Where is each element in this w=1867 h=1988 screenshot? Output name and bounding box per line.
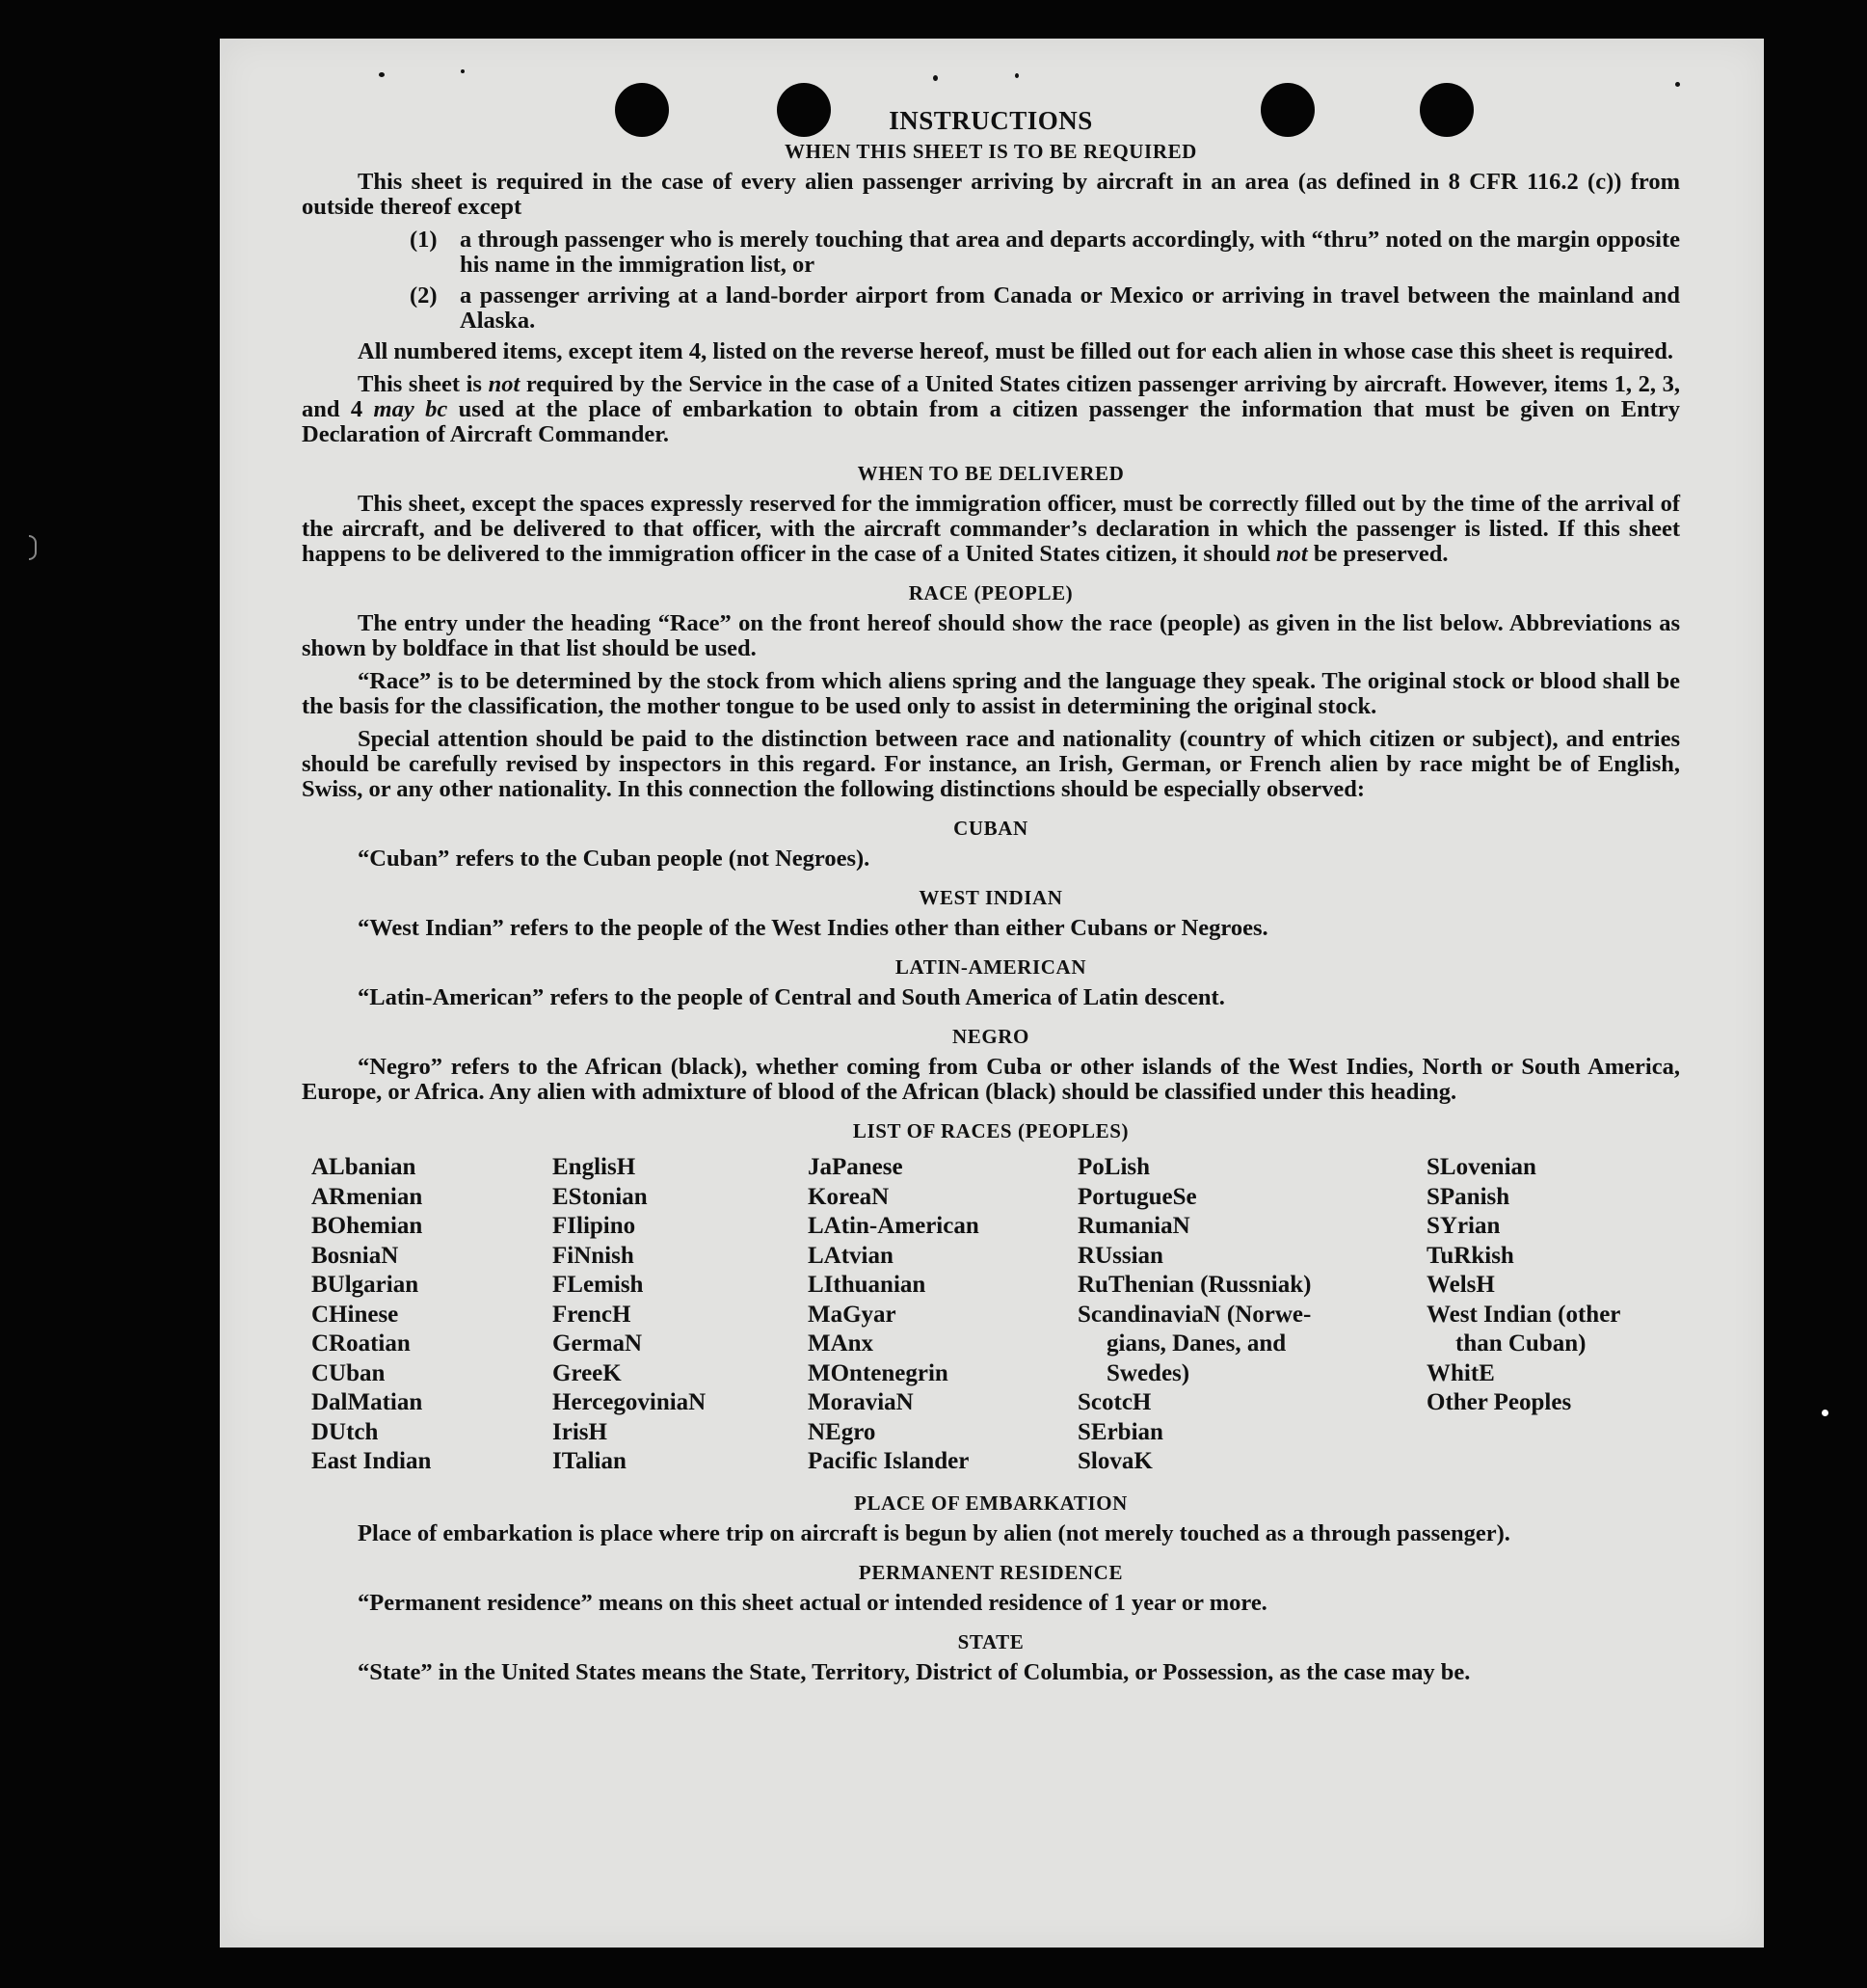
paragraph: The entry under the heading “Race” on the front hereof should show the race (people) as given in the list below. Abbreviations as shown by boldface in that list should be used.	[302, 610, 1680, 661]
paragraph: “Permanent residence” means on this sheet actual or intended residence of 1 year or more.	[358, 1589, 1267, 1616]
item-text: a passenger arriving at a land-border airport from Canada or Mexico or arriving in travel between the mainland and Alaska.	[460, 282, 1680, 334]
paragraph: “Race” is to be determined by the stock from which aliens spring and the language they speak. The original stock or blood shall be the basis for the classification, the mother tongue to be used only to assist in determining the original stock.	[302, 668, 1680, 719]
race-entry: than Cuban)	[1455, 1330, 1587, 1357]
race-entry: DUtch	[311, 1418, 379, 1445]
race-entry: DalMatian	[311, 1389, 423, 1415]
section-heading: CUBAN	[953, 817, 1028, 840]
speck	[933, 75, 938, 81]
section-heading: WHEN THIS SHEET IS TO BE REQUIRED	[785, 140, 1197, 163]
race-entry: HercegoviniaN	[552, 1389, 707, 1415]
speck	[1675, 82, 1680, 87]
races-column	[808, 1153, 1078, 1477]
race-entry: BOhemian	[311, 1213, 423, 1239]
race-entry: GermaN	[552, 1330, 643, 1357]
paragraph: “Latin-American” refers to the people of Central and South America of Latin descent.	[358, 984, 1225, 1010]
race-entry: SErbian	[1078, 1418, 1163, 1445]
text-run: required by the Service in the case of a United States citizen passenger arriving by aircraft. However, items 1, 2, 3, and 4	[302, 371, 1681, 422]
paragraph	[302, 372, 1680, 447]
race-entry: SYrian	[1427, 1213, 1501, 1239]
edge-mark	[29, 535, 37, 560]
section-heading: PERMANENT RESIDENCE	[858, 1560, 1124, 1584]
race-entry: FIlipino	[552, 1213, 636, 1239]
race-entry: FLemish	[552, 1272, 644, 1298]
race-entry: gians, Danes, and	[1107, 1330, 1287, 1357]
speck	[379, 72, 385, 77]
race-entry: ScandinaviaN (Norwe-	[1078, 1301, 1312, 1328]
race-entry: PoLish	[1078, 1154, 1151, 1180]
edge-dot	[1822, 1410, 1828, 1416]
item-number: (1)	[410, 227, 438, 253]
race-entry: EStonian	[552, 1183, 648, 1210]
race-entry: RUssian	[1078, 1242, 1163, 1269]
races-column	[1427, 1153, 1687, 1477]
text-run: This sheet, except the spaces expressly reserved for the immigration officer, must be correctly filled out by the time of the arrival of the aircraft, and be delivered to that officer, with the aircraft commander’s declaration in which the passenger is listed. If this sheet happens to be delivered to the immigration officer in the case of a United States citizen, it should	[302, 491, 1680, 567]
paragraph: This sheet is required in the case of every alien passenger arriving by aircraft in an area (as defined in 8 CFR 116.2 (c)) from outside thereof except	[302, 169, 1680, 220]
race-entry: RumaniaN	[1078, 1213, 1190, 1239]
race-entry: NEgro	[808, 1418, 876, 1445]
race-entry: SPanish	[1427, 1183, 1510, 1210]
races-column	[311, 1153, 552, 1477]
section-heading: NEGRO	[951, 1025, 1029, 1048]
section-heading: LIST OF RACES (PEOPLES)	[852, 1119, 1130, 1142]
race-entry: SlovaK	[1078, 1448, 1153, 1474]
text-run: be preserved.	[1307, 541, 1449, 567]
text-run: may bc	[373, 396, 448, 422]
race-entry: MOntenegrin	[808, 1359, 948, 1386]
race-entry: ARmenian	[311, 1183, 423, 1210]
paragraph: “State” in the United States means the State, Territory, District of Columbia, or Possession, as the case may be.	[358, 1658, 1471, 1685]
speck	[461, 69, 465, 73]
race-entry: LIthuanian	[808, 1272, 926, 1298]
document-title: INSTRUCTIONS	[889, 106, 1093, 135]
race-entry: ITalian	[552, 1448, 627, 1474]
paragraph	[302, 492, 1680, 567]
paragraph: Special attention should be paid to the distinction between race and nationality (country of which citizen or subject), and entries should be carefully revised by inspectors in this regard. For instance, an Irish, German, or French alien by race might be of English, Swiss, or any other nationality. In this connection the following distinctions should be especially observed:	[302, 726, 1680, 802]
race-entry: BosniaN	[311, 1242, 399, 1269]
race-entry: WhitE	[1427, 1359, 1495, 1386]
paragraph: “Negro” refers to the African (black), whether coming from Cuba or other islands of the West Indies, North or South America, Europe, or Africa. Any alien with admixture of blood of the African (black) should be classified under this heading.	[302, 1054, 1680, 1105]
race-entry: LAtvian	[808, 1242, 893, 1269]
race-entry: ScotcH	[1078, 1389, 1152, 1415]
paragraph: All numbered items, except item 4, listed on the reverse hereof, must be filled out for each alien in whose case this sheet is required.	[358, 338, 1674, 364]
race-entry: SLovenian	[1427, 1154, 1536, 1180]
race-entry: Pacific Islander	[808, 1448, 970, 1474]
document-body	[302, 108, 1680, 1693]
race-entry: JaPanese	[808, 1154, 903, 1180]
list-item	[410, 228, 1680, 278]
section-heading: RACE (PEOPLE)	[908, 581, 1074, 604]
race-entry: MaGyar	[808, 1301, 896, 1328]
section-heading: PLACE OF EMBARKATION	[854, 1491, 1128, 1515]
race-entry: BUlgarian	[311, 1272, 419, 1298]
text-run: used at the place of embarkation to obtain from a citizen passenger the information that must be given on Entry Declaration of Aircraft Commander.	[302, 396, 1680, 447]
section-heading: STATE	[957, 1629, 1025, 1653]
paragraph: Place of embarkation is place where trip on aircraft is begun by alien (not merely touched as a through passenger).	[358, 1519, 1510, 1546]
text-run: not	[488, 371, 520, 397]
paragraph: “West Indian” refers to the people of the West Indies other than either Cubans or Negroes.	[358, 915, 1268, 941]
race-entry: WelsH	[1427, 1272, 1495, 1298]
race-entry: FrencH	[552, 1301, 631, 1328]
race-entry: EnglisH	[552, 1154, 636, 1180]
section-heading: WHEN TO BE DELIVERED	[857, 462, 1125, 485]
races-column	[1078, 1153, 1427, 1477]
list-item	[410, 283, 1680, 334]
text-run: This sheet is	[358, 371, 489, 397]
race-entry: KoreaN	[808, 1183, 890, 1210]
race-entry: PortugueSe	[1078, 1183, 1197, 1210]
races-table	[311, 1153, 1680, 1477]
item-number: (2)	[410, 282, 438, 309]
race-entry: ALbanian	[311, 1154, 416, 1180]
text-run: not	[1276, 541, 1308, 567]
race-entry: MAnx	[808, 1330, 874, 1357]
section-heading: LATIN-AMERICAN	[894, 955, 1087, 979]
race-entry: GreeK	[552, 1359, 622, 1386]
race-entry: Other Peoples	[1427, 1389, 1572, 1415]
race-entry: LAtin-American	[808, 1213, 979, 1239]
races-column	[552, 1153, 808, 1477]
race-entry: East Indian	[311, 1448, 432, 1474]
race-entry: TuRkish	[1427, 1242, 1514, 1269]
paragraph: “Cuban” refers to the Cuban people (not Negroes).	[358, 846, 870, 872]
race-entry: Swedes)	[1107, 1359, 1190, 1386]
race-entry: West Indian (other	[1427, 1301, 1621, 1328]
document-page	[220, 39, 1764, 1948]
race-entry: CRoatian	[311, 1330, 411, 1357]
race-entry: CHinese	[311, 1301, 399, 1328]
race-entry: MoraviaN	[808, 1389, 914, 1415]
race-entry: RuThenian (Russniak)	[1078, 1272, 1312, 1298]
section-heading: WEST INDIAN	[919, 886, 1063, 909]
speck	[1015, 73, 1019, 78]
item-text: a through passenger who is merely touching that area and departs accordingly, with “thru” noted on the margin opposite his name in the immigration list, or	[460, 227, 1680, 278]
race-entry: FiNnish	[552, 1242, 634, 1269]
race-entry: IrisH	[552, 1418, 607, 1445]
race-entry: CUban	[311, 1359, 386, 1386]
